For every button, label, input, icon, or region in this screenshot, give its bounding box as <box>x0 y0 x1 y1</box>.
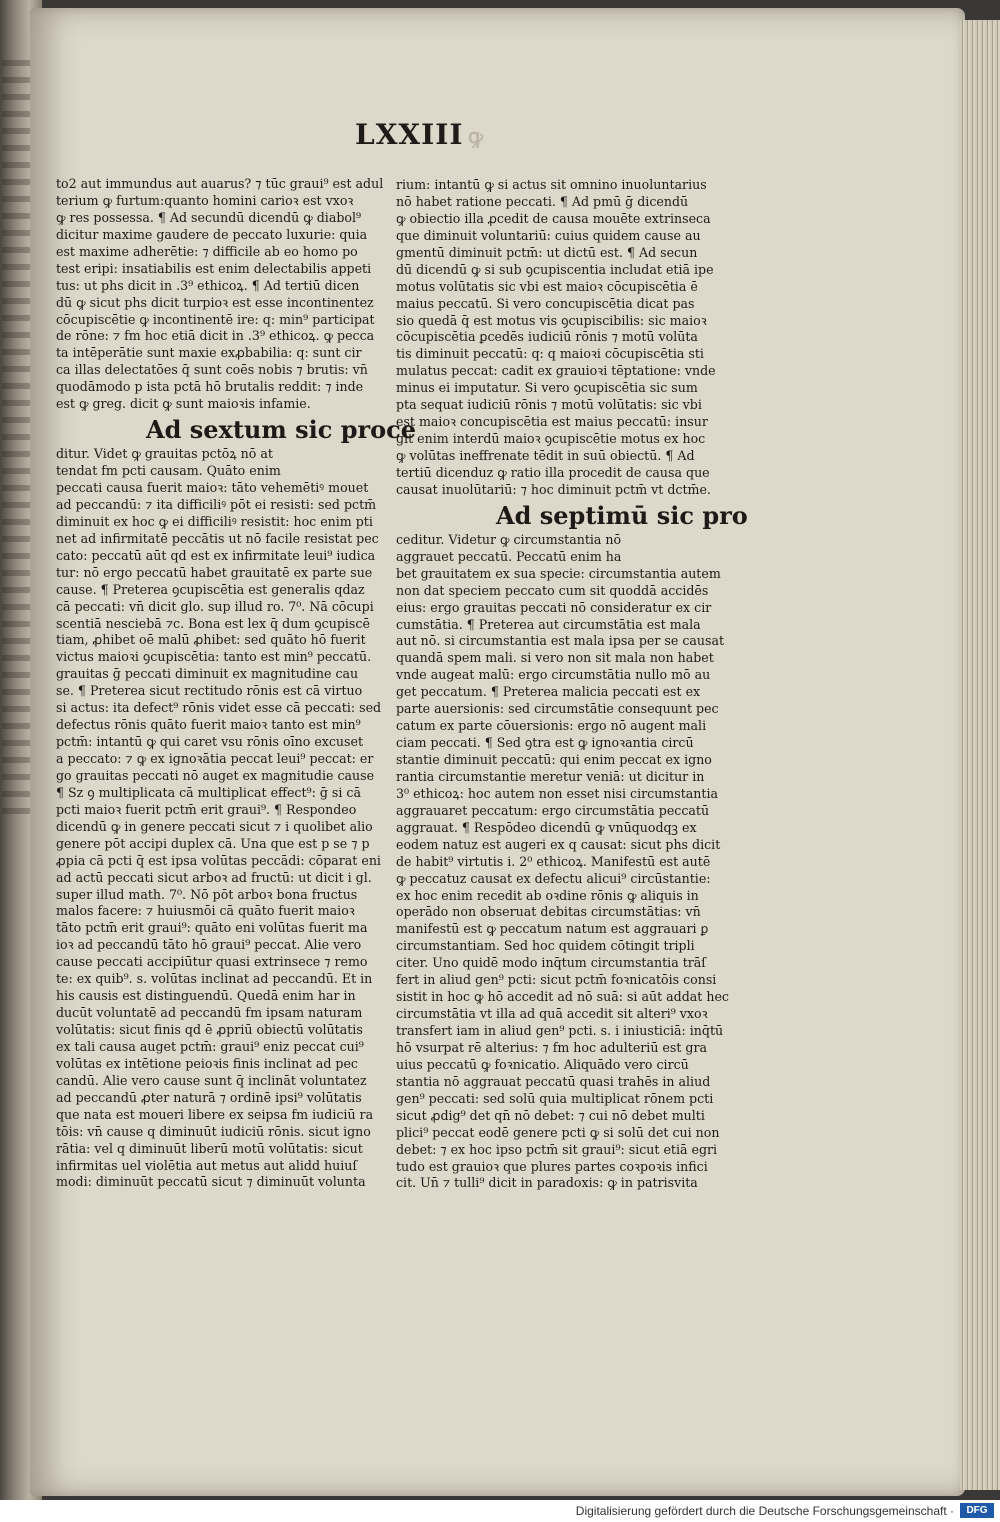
text-line: minus ei imputatur. Si vero ꝯcupiscētia sic sum <box>396 380 698 396</box>
text-line: nō habet ratione peccati. ¶ Ad pmū ḡ dicendū <box>396 193 689 209</box>
text-line: tur: nō ergo peccatū habet grauitatē ex parte sue <box>56 564 373 580</box>
text-line: scentiā nesciebā ⁊c. Bona est lex q̄ dum ꝯcupiscē <box>56 615 370 631</box>
text-line: ad actū peccati sicut arboꝛ ad fructū: ut dicit i gl. <box>56 869 372 885</box>
text-line: ioꝛ ad peccandū tāto hō graui⁹ peccat. Alie vero <box>56 937 362 953</box>
text-line: rium: intantū ꝙ si actus sit omnino inuoluntarius <box>396 177 707 192</box>
left-text-column <box>56 176 417 1191</box>
text-line: ex tali causa auget pctm̄: graui⁹ eniz peccat cui⁹ <box>56 1038 364 1054</box>
text-line: candū. Alie vero cause sunt q̄ inclināt voluntatez <box>56 1072 367 1088</box>
text-line: ciam peccati. ¶ Sed ꝯtra est ꝙ ignoꝛantia circū <box>396 735 694 751</box>
text-line: tus: ut phs dicit in .3⁹ ethicoꝝ. ¶ Ad tertiū dicen <box>56 277 360 293</box>
text-line: si actus: ita defect⁹ rōnis videt esse cā peccati: sed <box>56 700 382 716</box>
text-line: dicendū ꝙ in genere peccati sicut ⁊ i quolibet alio <box>56 818 373 834</box>
text-line: 3⁰ ethicoꝝ: hoc autem non esset nisi circumstantia <box>396 785 718 801</box>
text-line: tōis: vn̄ cause q diminuūt iudiciū rōnis. sicut igno <box>56 1123 371 1139</box>
text-line: tāto pctm̄ erit graui⁹: quāto eni volūtas fuerit ma <box>56 920 368 936</box>
text-line: gen⁹ peccati: sed solū quia multiplicat rōnem pcti <box>396 1090 714 1106</box>
text-line: sio quedā q̄ est motus vis ꝯcupiscibilis: sic maioꝛ <box>396 312 707 328</box>
section-heading: Ad septimū sic pro <box>496 500 748 530</box>
text-line: ꝙ obiectio illa ꝓcedit de causa mouēte extrinseca <box>396 210 711 226</box>
section-heading: Ad sextum sic proce <box>146 415 417 445</box>
text-line: debet: ⁊ ex hoc ipso pctm̄ sit graui⁹: sicut etiā egri <box>396 1141 718 1157</box>
text-line: eius: ergo grauitas peccati nō consideratur ex cir <box>396 599 712 615</box>
text-line: de habit⁹ virtutis i. 2⁰ ethicoꝝ. Manifestū est autē <box>396 853 711 869</box>
text-line: eodem natuz est augeri ex q causat: sicut phs dicit <box>396 836 721 852</box>
text-line: a peccato: ⁊ ꝙ ex ignoꝛātia peccat leui⁹ peccat: er <box>56 751 374 766</box>
text-line: vnde augeat malū: ergo circumstātia nullo mō au <box>396 667 711 683</box>
text-line: pcti maioꝛ fuerit pctm̄ erit graui⁹. ¶ Respondeo <box>56 801 357 817</box>
page-stack-edge <box>960 20 1000 1490</box>
text-line: uius peccatū ꝙ foꝛnicatio. Aliquādo vero circū <box>396 1056 689 1072</box>
text-line: causat inuolūtariū: ⁊ hoc diminuit pctm̄ vt dctm̄e. <box>396 481 711 497</box>
text-line: aut nō. si circumstantia est mala ipsa per se causat <box>396 633 725 649</box>
text-line: tis diminuit peccatū: q: q maioꝛi cōcupiscētia sti <box>396 346 704 362</box>
text-line: quandā spem mali. si vero non sit mala non habet <box>396 650 714 666</box>
text-line: cause peccati accipiūtur quasi extrinsece ⁊ remo <box>56 954 368 970</box>
text-line: ꝙ peccatuz causat ex defectu alicui⁹ circūstantie: <box>396 870 711 886</box>
text-line: transfert iam in aliud gen⁹ pcti. s. i iniusticiā: inq̄tū <box>396 1023 724 1038</box>
text-line: volūtatis: sicut finis qd ē ꝓpriū obiectū volūtatis <box>56 1022 363 1037</box>
text-line: modi: diminuūt peccatū sicut ⁊ diminuūt volunta <box>56 1174 366 1190</box>
text-line: tudo est grauioꝛ que plures partes coꝛpoꝛis infici <box>396 1158 708 1174</box>
text-line: grauitas ḡ peccati diminuit ex magnitudine cau <box>56 666 359 682</box>
text-line: citer. Uno quidē modo inq̄tum circumstantia trāſ <box>396 955 706 971</box>
text-line: cōcupiscētia ꝑcedēs iudiciū rōnis ⁊ motū volūta <box>396 329 698 345</box>
text-line: aggrauet peccatū. Peccatū enim ha <box>396 548 622 564</box>
text-line: defectus rōnis quāto fuerit maioꝛ tanto est min⁹ <box>56 717 361 733</box>
text-line: terium ꝙ furtum:quanto homini carioꝛ est vxoꝛ <box>56 192 354 208</box>
text-line: parte auersionis: sed circumstātie consequunt pec <box>396 701 719 717</box>
text-line: te: ex quib⁹. s. volūtas inclinat ad peccandū. Et in <box>56 971 373 987</box>
text-line: mulatus peccat: cadit ex grauioꝛi tēptatione: vnde <box>396 363 716 379</box>
text-line: tertiū dicenduz ꝙ ratio illa procedit de causa que <box>396 464 710 480</box>
text-line: cato: peccatū aūt qd est ex infirmitate leui⁹ iudica <box>56 547 376 563</box>
text-line: fert in aliud gen⁹ pcti: sicut pctm̄ foꝛnicatōis consi <box>396 972 717 988</box>
text-line: victus maioꝛi ꝯcupiscētia: tanto est min⁹ peccatū. <box>56 649 372 665</box>
text-line: super illud math. 7⁰. Nō pōt arboꝛ bona fructus <box>56 886 358 902</box>
text-line: ad peccandū ꝓter naturā ⁊ ordinē ipsi⁹ volūtatis <box>56 1089 362 1105</box>
text-line: ta intēperātie sunt maxie exꝓbabilia: q: sunt cir <box>56 345 362 361</box>
text-line: de rōne: ⁊ fm hoc etiā dicit in .3⁹ ethicoꝝ. ꝙ pecca <box>56 328 375 344</box>
show-through-mark: ꝙ <box>468 124 484 148</box>
text-line: diminuit ex hoc ꝙ ei difficiliꝰ resistit: hoc enim pti <box>56 513 373 529</box>
text-line: get peccatum. ¶ Preterea malicia peccati est ex <box>396 684 701 700</box>
text-line: se. ¶ Preterea sicut rectitudo rōnis est cā virtuo <box>56 683 363 699</box>
text-line: ꝙ volūtas ineffrenate tēdit in suū obiectū. ¶ Ad <box>396 448 695 463</box>
text-line: ¶ Sz ꝯ multiplicata cā multiplicat effect⁹: ḡ si cā <box>56 784 361 800</box>
text-line: ꝙ res possessa. ¶ Ad secundū dicendū ꝙ diabol⁹ <box>56 209 362 225</box>
text-line: rātia: vel q diminuūt liberū motū volūtatis: sicut <box>56 1140 363 1156</box>
right-text-column <box>396 177 766 1192</box>
text-line: plici⁹ peccat eodē genere pcti ꝙ si solū det cui non <box>396 1124 720 1140</box>
text-line: cōcupiscētie ꝙ incontinentē ire: q: min⁹ participat <box>56 311 375 327</box>
text-line: quodāmodo p ista pctā hō brutalis reddit: ⁊ inde <box>56 379 364 395</box>
text-line: bet grauitatem ex sua specie: circumstantia autem <box>396 565 721 581</box>
text-line: dicitur maxime gaudere de peccato luxurie: quia <box>56 226 368 242</box>
text-line: ex hoc enim recedit ab oꝛdine rōnis ꝙ aliquis in <box>396 887 699 903</box>
text-line: stantia nō aggrauat peccatū quasi trahēs in aliud <box>396 1073 711 1089</box>
text-line: manifestū est ꝙ peccatum natum est aggrauari ꝑ <box>396 921 709 937</box>
text-line: his causis est distinguendū. Quedā enim har in <box>56 988 356 1004</box>
text-line: maius peccatū. Si vero concupiscētia dicat pas <box>396 295 695 311</box>
text-line: ad peccandū: ⁊ ita difficiliꝰ pōt ei resisti: sed pctm̄ <box>56 496 377 512</box>
text-line: operādo non obseruat debitas circumstātias: vn̄ <box>396 904 701 920</box>
text-line: git enim interdū maioꝛ ꝯcupiscētie motus ex hoc <box>396 431 706 447</box>
text-line: est ꝙ greg. dicit ꝙ sunt maioꝛis infamie. <box>56 396 311 412</box>
text-line: gmentū diminuit pctm̄: ut dictū est. ¶ Ad secun <box>396 244 698 260</box>
text-line: est maxime adherētie: ⁊ difficile ab eo homo po <box>56 243 358 259</box>
text-line: dū ꝙ sicut phs dicit turpioꝛ est esse incontinentez <box>56 294 374 310</box>
text-line: sistit in hoc ꝙ hō accedit ad nō suā: si aūt addat hec <box>396 989 729 1005</box>
text-line: tendat fm pcti causam. Quāto enim <box>56 463 281 479</box>
text-line: pctm̄: intantū ꝙ qui caret vsu rōnis oīno excuset <box>56 734 364 750</box>
digitization-footer <box>0 1500 1000 1522</box>
text-line: infirmitas uel violētia aut metus aut alidd huiuſ <box>56 1157 358 1173</box>
text-line: rantia circumstantie meretur veniā: ut dicitur in <box>396 768 705 784</box>
text-line: aggrauaret peccatum: ergo circumstātia peccatū <box>396 802 710 818</box>
text-line: catum ex parte cōuersionis: ergo nō augent mali <box>396 718 707 734</box>
text-line: sicut ꝓdig⁹ det qn̄ nō debet: ⁊ cui nō debet multi <box>396 1107 705 1123</box>
text-line: pta sequat iudiciū rōnis ⁊ motū volūtatis: sic vbi <box>396 397 702 413</box>
text-line: que diminuit voluntariū: cuius quidem cause au <box>396 227 701 243</box>
text-line: non dat speciem peccato cum sit quoddā accidēs <box>396 582 709 598</box>
text-line: cit. Un̄ ⁊ tulli⁹ dicit in paradoxis: ꝙ in patrisvita <box>396 1175 698 1191</box>
text-line: circumstantiam. Sed hoc quidem cōtingit tripli <box>396 938 695 954</box>
text-line: ꝓpia cā pcti q̄ est ipsa volūtas peccādi: cōparat eni <box>56 852 381 868</box>
text-line: aggrauat. ¶ Respōdeo dicendū ꝙ vnūquodqꝫ ex <box>396 819 697 835</box>
footer-credit: Digitalisierung gefördert durch die Deutsche Forschungsgemeinschaft · <box>575 1504 954 1518</box>
text-line: ca illas delectatōes q̄ sunt coēs nobis ⁊ brutis: vn̄ <box>56 362 368 378</box>
text-line: cause. ¶ Preterea ꝯcupiscētia est generalis qdaz <box>56 581 365 597</box>
text-line: hō vsurpat rē alterius: ⁊ fm hoc adulteriū est gra <box>396 1039 708 1055</box>
text-line: go grauitas peccati nō auget ex magnitudie cause <box>56 767 375 783</box>
text-line: to2 aut immundus aut auarus? ⁊ tūc graui⁹ est adul <box>56 176 384 191</box>
text-line: ditur. Videt ꝙ grauitas pctōꝝ nō at <box>56 446 273 462</box>
text-line: dū dicendū ꝙ si sub ꝯcupiscentia includat etiā ipe <box>396 261 714 277</box>
text-line: circumstātia vt illa ad quā accedit sit alteri⁹ vxoꝛ <box>396 1006 708 1022</box>
text-line: cā peccati: vn̄ dicit glo. sup illud ro. 7⁰. Nā cōcupi <box>56 598 374 614</box>
text-line: ceditur. Videtur ꝙ circumstantia nō <box>396 531 622 547</box>
text-line: stantie diminuit peccatū: qui enim peccat ex igno <box>396 752 712 767</box>
text-line: malos facere: ⁊ huiusmōi cā quāto fuerit maioꝛ <box>56 903 355 919</box>
text-line: motus volūtatis sic vbi est maioꝛ cōcupiscētia ē <box>396 278 698 294</box>
dfg-logo: DFG <box>960 1503 994 1518</box>
text-line: test eripi: insatiabilis est enim delectabilis appeti <box>56 260 372 276</box>
text-line: volūtas ex intētione peioꝛis finis inclinat ad pec <box>56 1055 358 1071</box>
text-line: net ad infirmitatē peccātis ut nō facile resistat pec <box>56 530 379 546</box>
text-line: genere pōt accipi duplex cā. Una que est p se ⁊ p <box>56 835 370 851</box>
text-line: peccati causa fuerit maioꝛ: tāto vehemētiꝰ mouet <box>56 480 369 495</box>
text-line: ducūt voluntatē ad peccandū fm ipsam naturam <box>56 1005 363 1021</box>
text-line: tiam, ꝓhibet oē malū ꝓhibet: sed quāto hō fuerit <box>56 632 366 648</box>
text-line: est maioꝛ concupiscētia est maius peccatū: insur <box>396 414 708 430</box>
text-line: cumstātia. ¶ Preterea aut circumstātia est mala <box>396 616 701 632</box>
text-line: que nata est moueri libere ex seipsa fm iudiciū ra <box>56 1106 374 1122</box>
folio-number: LXXIII <box>355 118 464 151</box>
